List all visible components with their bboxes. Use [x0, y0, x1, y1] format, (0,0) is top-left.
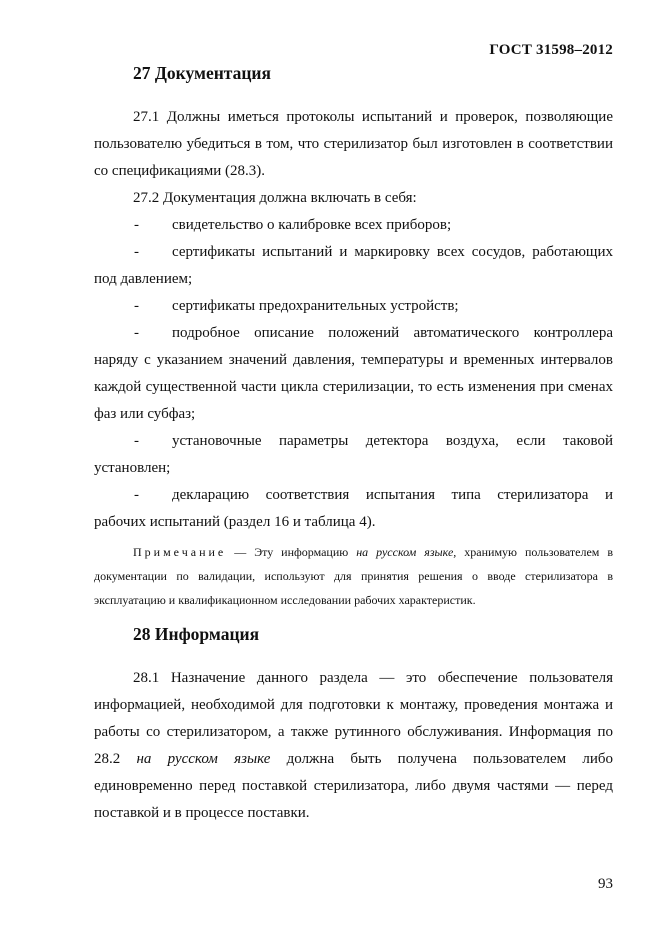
note-label: Примечание: [133, 545, 227, 559]
list-dash: -: [134, 487, 139, 503]
note-text-2: хранимую пользователем в документации по валидации, используют для принятия решения о вводе стерилизатора в эксплуатацию и квалификационном исследовании рабочих характеристик.: [94, 545, 613, 607]
note-dash: —: [226, 545, 255, 559]
list-item-4: подробное описание положений автоматического контроллера: [172, 325, 613, 341]
note-text-1: Эту информацию: [254, 545, 357, 559]
list-item-2-continuation: под давлением;: [94, 271, 193, 287]
list-item-6-continuation: рабочих испытаний (раздел 16 и таблица 4).: [94, 514, 376, 530]
list-item-4-continuation: наряду с указанием значений давления, температуры и временных интервалов каждой существенной части цикла стерилизации, то есть изменения при сменах фаз или субфаз;: [94, 352, 613, 422]
note-block: [94, 540, 613, 612]
list-dash: -: [134, 325, 139, 341]
list-item-5: установочные параметры детектора воздуха, если таковой: [172, 433, 613, 449]
note-italic: на русском языке,: [356, 545, 457, 559]
paragraph-28-1: [94, 665, 613, 827]
list-item-5-continuation: установлен;: [94, 460, 171, 476]
list-dash: -: [134, 217, 139, 233]
paragraph-28-1-italic: на русском языке: [136, 751, 271, 767]
paragraph-27-2: 27.2 Документация должна включать в себя:: [133, 190, 417, 206]
section-27-heading: 27 Документация: [133, 63, 271, 83]
list-dash: -: [134, 298, 139, 314]
page-number: 93: [598, 876, 613, 892]
paragraph-28-1-part-b: должна быть получена пользователем либо единовременно перед поставкой стерилизатора, либо двумя частями — перед поставкой и в процессе поставки.: [94, 751, 613, 821]
standard-number: ГОСТ 31598–2012: [489, 42, 613, 58]
list-item-6: декларацию соответствия испытания типа стерилизатора и: [172, 487, 613, 503]
list-item-3: сертификаты предохранительных устройств;: [172, 298, 459, 314]
section-28-heading: 28 Информация: [133, 624, 260, 644]
list-dash: -: [134, 244, 139, 260]
list-item-1: свидетельство о калибровке всех приборов;: [172, 217, 452, 233]
list-dash: -: [134, 433, 139, 449]
list-item-2: сертификаты испытаний и маркировку всех сосудов, работающих: [172, 244, 613, 260]
paragraph-27-1: 27.1 Должны иметься протоколы испытаний и проверок, позволяющие пользователю убедиться в том, что стерилизатор был изготовлен в соответствии со спецификациями (28.3).: [94, 109, 613, 179]
paragraph-28-1-part-a: 28.1 Назначение данного раздела — это обеспечение пользователя информацией, необходимой для подготовки к монтажу, проведения монтажа и работы со стерилизатором, а также рутинного обслуживания. Информация по 28.2: [94, 670, 613, 767]
